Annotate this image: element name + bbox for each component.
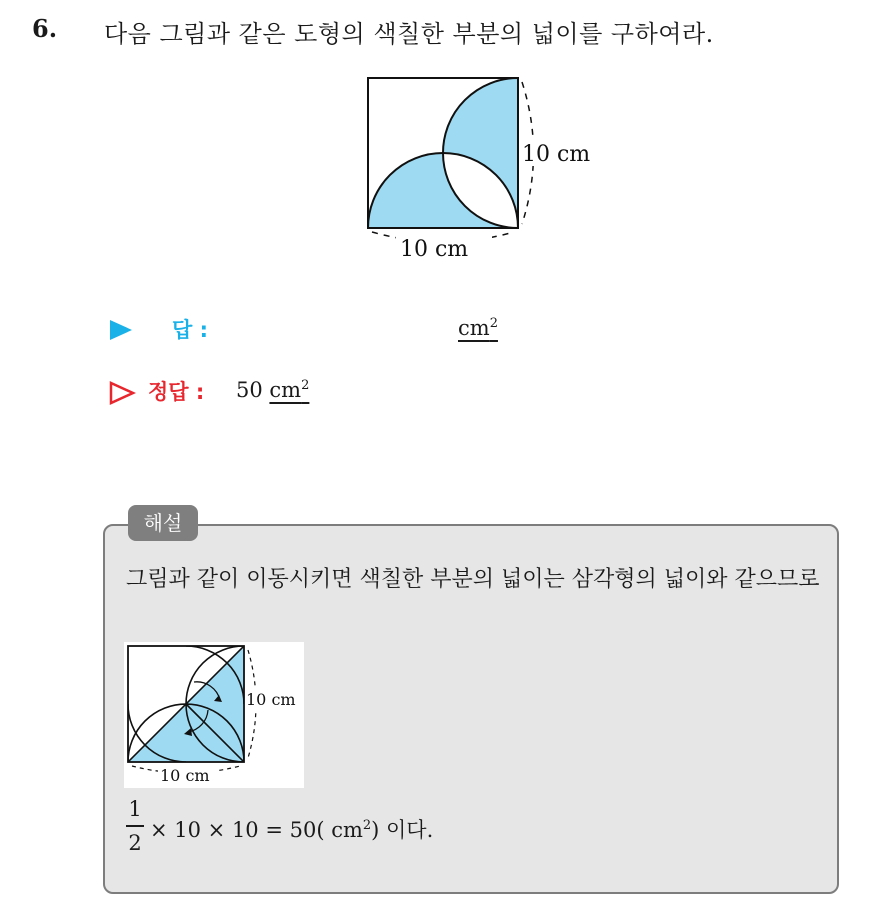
explanation-tab: 해설 <box>128 505 198 541</box>
answer-label: 답 : <box>172 318 208 342</box>
area-formula <box>124 796 624 866</box>
bottom-length-label: 10 cm <box>400 237 469 262</box>
side-length-label: 10 cm <box>522 142 591 167</box>
fraction-one-half: 1 2 <box>124 796 146 856</box>
correct-answer-row <box>108 376 528 410</box>
problem-figure <box>360 70 620 270</box>
explanation-side-label: 10 cm <box>246 690 296 709</box>
formula-expression: × 10 × 10 = 50( $cm^2$) 이다. <box>150 818 434 842</box>
answer-row <box>108 314 528 348</box>
question-number: 6. <box>32 14 58 43</box>
answer-unit[interactable]: $cm^2$ <box>458 316 498 340</box>
correct-marker-icon <box>108 380 136 406</box>
explanation-figure <box>124 642 304 788</box>
explanation-text: 그림과 같이 이동시키면 색칠한 부분의 넓이는 삼각형의 넓이와 같으므로 <box>126 567 820 592</box>
answer-marker-icon <box>108 318 134 342</box>
explanation-bottom-label: 10 cm <box>160 766 210 785</box>
correct-answer-value: 50 $cm^2$ <box>236 378 310 402</box>
correct-answer-label: 정답 : <box>148 380 205 404</box>
question-text: 다음 그림과 같은 도형의 색칠한 부분의 넓이를 구하여라. <box>104 20 714 48</box>
